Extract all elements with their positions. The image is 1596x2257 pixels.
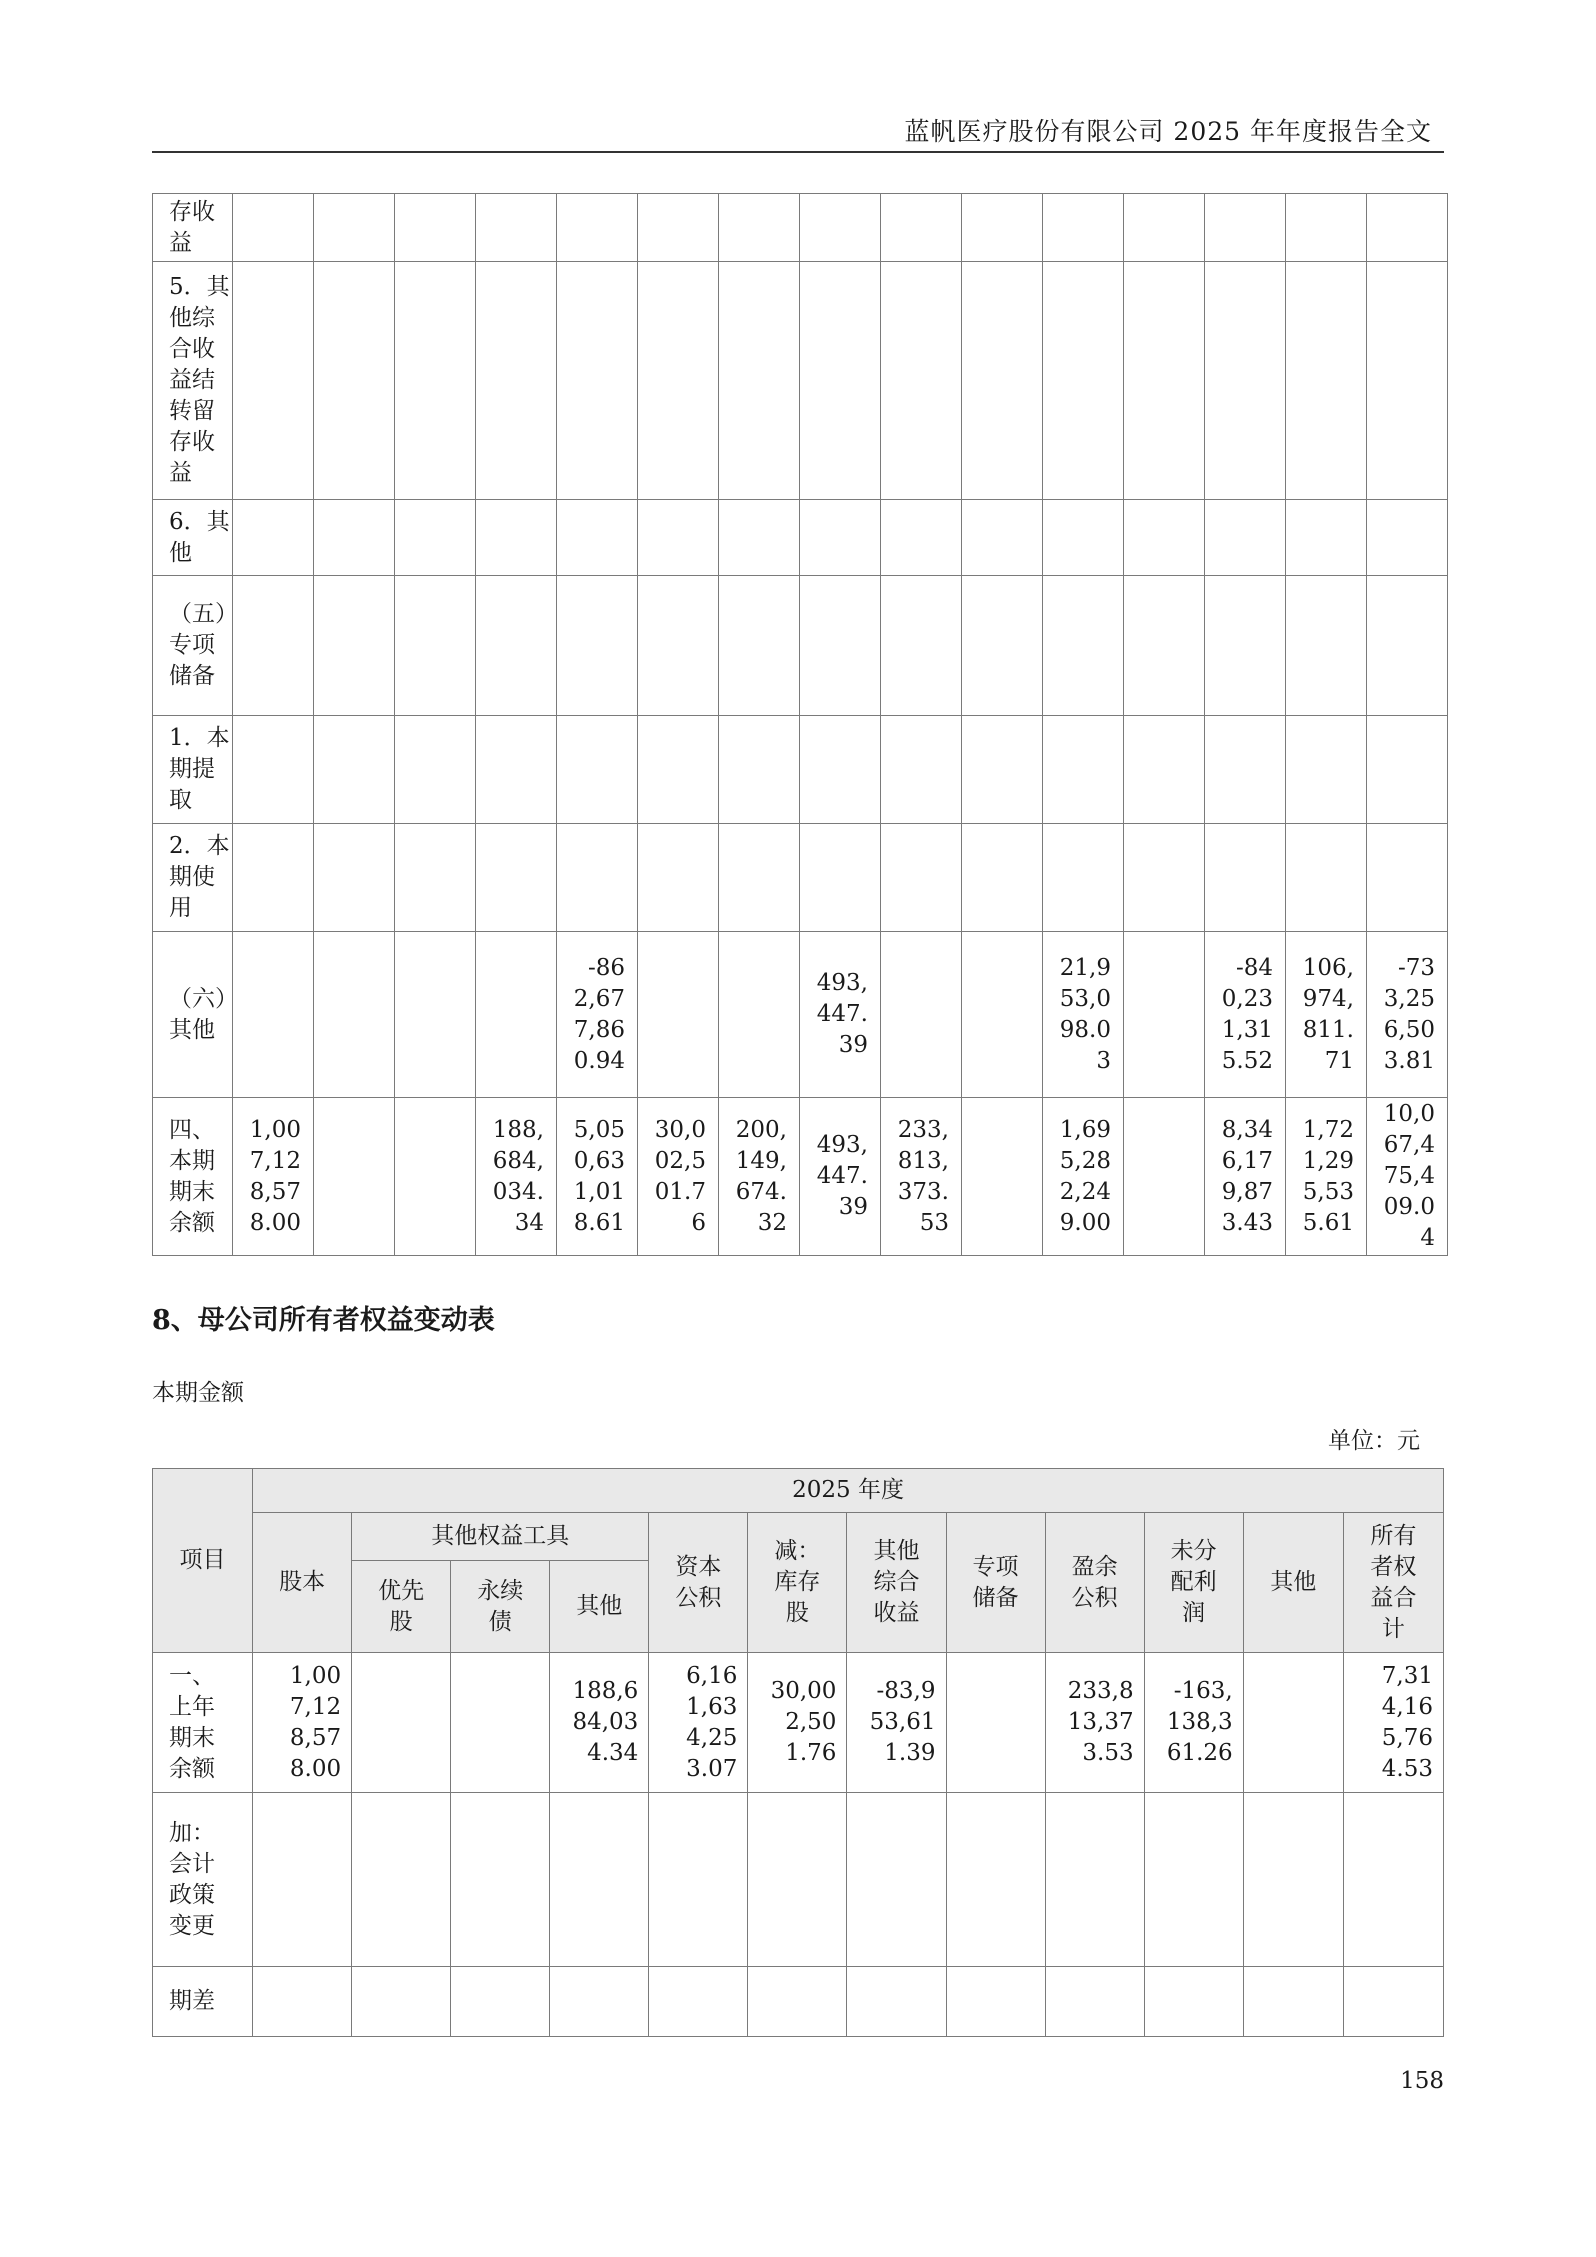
table-cell bbox=[638, 500, 719, 576]
table-cell bbox=[314, 824, 395, 932]
table-cell bbox=[847, 1967, 946, 2037]
table-cell bbox=[946, 1967, 1045, 2037]
table-row bbox=[153, 824, 1448, 932]
table-cell bbox=[638, 932, 719, 1098]
table-cell bbox=[352, 1793, 451, 1967]
header-other-tool: 其他 bbox=[550, 1561, 649, 1653]
header-item: 项目 bbox=[153, 1469, 253, 1653]
table-cell bbox=[962, 716, 1043, 824]
table-cell bbox=[962, 1098, 1043, 1256]
table-cell: 233,813,373.53 bbox=[1045, 1653, 1144, 1793]
header-share-capital: 股本 bbox=[253, 1513, 352, 1653]
table-cell bbox=[719, 576, 800, 716]
table-cell bbox=[1124, 932, 1205, 1098]
table-cell bbox=[1286, 500, 1367, 576]
header-treasury: 减：库存股 bbox=[748, 1513, 847, 1653]
table-cell: 5,050,631,018.61 bbox=[557, 1098, 638, 1256]
table-row bbox=[153, 716, 1448, 824]
table-cell bbox=[1243, 1653, 1343, 1793]
table-cell bbox=[638, 262, 719, 500]
table-cell bbox=[800, 500, 881, 576]
table-cell bbox=[1286, 262, 1367, 500]
page-number: 158 bbox=[1400, 2068, 1444, 2094]
table-cell bbox=[881, 932, 962, 1098]
table-cell bbox=[233, 576, 314, 716]
table-cell bbox=[1343, 1793, 1443, 1967]
table-cell: 30,002,501.76 bbox=[638, 1098, 719, 1256]
table-cell: 233,813,373.53 bbox=[881, 1098, 962, 1256]
report-header-title: 蓝帆医疗股份有限公司 2025 年年度报告全文 bbox=[904, 117, 1432, 146]
table-cell bbox=[395, 194, 476, 262]
table-row bbox=[153, 932, 1448, 1098]
table-cell bbox=[1043, 824, 1124, 932]
row-label: （五）专项储备 bbox=[153, 576, 233, 716]
table-cell: 188,684,034.34 bbox=[550, 1653, 649, 1793]
table-cell bbox=[1367, 500, 1448, 576]
table-cell bbox=[962, 576, 1043, 716]
header-other: 其他 bbox=[1243, 1513, 1343, 1653]
row-label: （六）其他 bbox=[153, 932, 233, 1098]
table-cell bbox=[881, 500, 962, 576]
table-cell bbox=[395, 824, 476, 932]
table-cell bbox=[1124, 716, 1205, 824]
table-cell bbox=[946, 1793, 1045, 1967]
table-cell: 493,447.39 bbox=[800, 932, 881, 1098]
table-cell bbox=[451, 1967, 550, 2037]
table-cell bbox=[1124, 500, 1205, 576]
table-cell bbox=[719, 932, 800, 1098]
table-cell: 7,314,165,764.53 bbox=[1343, 1653, 1443, 1793]
section-title: 8、母公司所有者权益变动表 bbox=[152, 1305, 495, 1336]
table-cell bbox=[476, 824, 557, 932]
table-cell bbox=[395, 932, 476, 1098]
table-cell bbox=[1144, 1793, 1243, 1967]
table-cell bbox=[557, 194, 638, 262]
table-cell bbox=[1124, 1098, 1205, 1256]
table-cell bbox=[451, 1793, 550, 1967]
table-cell bbox=[881, 576, 962, 716]
table-cell: 1,721,295,535.61 bbox=[1286, 1098, 1367, 1256]
table-cell bbox=[476, 262, 557, 500]
table-cell bbox=[719, 194, 800, 262]
table-cell bbox=[1205, 716, 1286, 824]
table-cell bbox=[314, 500, 395, 576]
table-cell bbox=[233, 932, 314, 1098]
table-cell bbox=[1144, 1967, 1243, 2037]
table-cell bbox=[476, 576, 557, 716]
table-cell: -163,138,361.26 bbox=[1144, 1653, 1243, 1793]
table-cell bbox=[881, 262, 962, 500]
table-cell bbox=[253, 1967, 352, 2037]
table-cell bbox=[1205, 262, 1286, 500]
table-cell bbox=[1243, 1793, 1343, 1967]
table-cell bbox=[1286, 716, 1367, 824]
table-cell bbox=[1205, 824, 1286, 932]
table-cell bbox=[314, 194, 395, 262]
table-cell bbox=[719, 716, 800, 824]
table-cell bbox=[962, 194, 1043, 262]
row-label: 加：会计政策变更 bbox=[153, 1793, 253, 1967]
table-cell bbox=[557, 716, 638, 824]
table-cell bbox=[451, 1653, 550, 1793]
table-cell bbox=[1043, 500, 1124, 576]
table-cell bbox=[1367, 576, 1448, 716]
table-cell bbox=[1343, 1967, 1443, 2037]
table-cell: 106,974,811.71 bbox=[1286, 932, 1367, 1098]
table-cell bbox=[557, 262, 638, 500]
table-row bbox=[153, 194, 1448, 262]
row-label: 一、上年期末余额 bbox=[153, 1653, 253, 1793]
header-capital-reserve: 资本公积 bbox=[649, 1513, 748, 1653]
header-preferred: 优先股 bbox=[352, 1561, 451, 1653]
table-cell bbox=[1367, 194, 1448, 262]
table-cell: 493,447.39 bbox=[800, 1098, 881, 1256]
table-cell bbox=[1367, 716, 1448, 824]
table-cell bbox=[1205, 194, 1286, 262]
table-cell bbox=[233, 194, 314, 262]
table-cell: 188,684,034.34 bbox=[476, 1098, 557, 1256]
table-cell bbox=[395, 1098, 476, 1256]
table-cell: 10,067,475,409.04 bbox=[1367, 1098, 1448, 1256]
header-surplus-reserve: 盈余公积 bbox=[1045, 1513, 1144, 1653]
table-cell bbox=[881, 824, 962, 932]
equity-change-table-continued bbox=[152, 193, 1448, 1256]
table-cell bbox=[800, 576, 881, 716]
table-cell bbox=[233, 500, 314, 576]
table-cell bbox=[233, 824, 314, 932]
table-cell bbox=[719, 500, 800, 576]
table-cell bbox=[1124, 824, 1205, 932]
header-perpetual: 永续债 bbox=[451, 1561, 550, 1653]
table-cell bbox=[962, 824, 1043, 932]
row-label: 2．本期使用 bbox=[153, 824, 233, 932]
table-cell bbox=[1045, 1793, 1144, 1967]
table-cell bbox=[881, 716, 962, 824]
row-label: 四、本期期末余额 bbox=[153, 1098, 233, 1256]
table-cell: 6,161,634,253.07 bbox=[649, 1653, 748, 1793]
table-cell bbox=[649, 1793, 748, 1967]
table-row bbox=[153, 1653, 1444, 1793]
table-cell bbox=[638, 576, 719, 716]
table-cell bbox=[557, 824, 638, 932]
header-year: 2025 年度 bbox=[253, 1469, 1444, 1513]
table-cell bbox=[800, 262, 881, 500]
table-cell: 21,953,098.03 bbox=[1043, 932, 1124, 1098]
table-cell bbox=[233, 716, 314, 824]
row-label: 5．其他综合收益结转留存收益 bbox=[153, 262, 233, 500]
header-oci: 其他综合收益 bbox=[847, 1513, 946, 1653]
table-cell bbox=[881, 194, 962, 262]
table-cell bbox=[476, 932, 557, 1098]
table-cell bbox=[962, 932, 1043, 1098]
table-cell bbox=[1367, 824, 1448, 932]
table-cell bbox=[1124, 194, 1205, 262]
unit-label: 单位：元 bbox=[1328, 1428, 1420, 1454]
table-cell bbox=[1043, 716, 1124, 824]
header-special-reserve: 专项储备 bbox=[946, 1513, 1045, 1653]
table-cell bbox=[314, 262, 395, 500]
table-cell bbox=[352, 1967, 451, 2037]
table-cell bbox=[395, 500, 476, 576]
table-cell bbox=[1286, 194, 1367, 262]
table-cell bbox=[800, 716, 881, 824]
row-label: 6．其他 bbox=[153, 500, 233, 576]
table-cell bbox=[557, 576, 638, 716]
table-cell bbox=[748, 1967, 847, 2037]
table-row bbox=[153, 500, 1448, 576]
table-row bbox=[153, 576, 1448, 716]
table-cell bbox=[314, 932, 395, 1098]
table-cell bbox=[1043, 576, 1124, 716]
table-cell bbox=[314, 1098, 395, 1256]
table-cell bbox=[253, 1793, 352, 1967]
table-cell bbox=[550, 1793, 649, 1967]
header-undistributed: 未分配利润 bbox=[1144, 1513, 1243, 1653]
table-cell bbox=[962, 262, 1043, 500]
table-cell bbox=[638, 824, 719, 932]
table-cell bbox=[962, 500, 1043, 576]
row-label: 期差 bbox=[153, 1967, 253, 2037]
table-cell bbox=[800, 194, 881, 262]
table-row bbox=[153, 1967, 1444, 2037]
table-cell bbox=[395, 716, 476, 824]
row-label: 1．本期提取 bbox=[153, 716, 233, 824]
header-divider bbox=[152, 151, 1444, 153]
table-cell bbox=[1205, 500, 1286, 576]
table-cell bbox=[233, 262, 314, 500]
table-cell bbox=[1367, 262, 1448, 500]
table-cell bbox=[1286, 576, 1367, 716]
table-cell bbox=[314, 576, 395, 716]
table-cell bbox=[1286, 824, 1367, 932]
table-cell: -862,677,860.94 bbox=[557, 932, 638, 1098]
table-cell bbox=[314, 716, 395, 824]
table-cell: 200,149,674.32 bbox=[719, 1098, 800, 1256]
parent-equity-change-table bbox=[152, 1468, 1444, 2037]
header-other-equity-tools: 其他权益工具 bbox=[352, 1513, 649, 1561]
table-cell bbox=[1124, 262, 1205, 500]
table-cell bbox=[946, 1653, 1045, 1793]
table-cell: -733,256,503.81 bbox=[1367, 932, 1448, 1098]
table-cell: 1,007,128,578.00 bbox=[253, 1653, 352, 1793]
table-cell bbox=[550, 1967, 649, 2037]
table-cell bbox=[800, 824, 881, 932]
table-cell: -83,953,611.39 bbox=[847, 1653, 946, 1793]
table-cell bbox=[1043, 194, 1124, 262]
table-cell bbox=[395, 576, 476, 716]
table-cell bbox=[638, 194, 719, 262]
table-cell bbox=[1205, 576, 1286, 716]
table-cell bbox=[395, 262, 476, 500]
table-cell bbox=[352, 1653, 451, 1793]
table-cell bbox=[476, 716, 557, 824]
table-cell bbox=[847, 1793, 946, 1967]
table-cell: 1,695,282,249.00 bbox=[1043, 1098, 1124, 1256]
table-cell bbox=[1124, 576, 1205, 716]
table-cell bbox=[476, 500, 557, 576]
table-cell: -840,231,315.52 bbox=[1205, 932, 1286, 1098]
table-cell bbox=[748, 1793, 847, 1967]
table-row bbox=[153, 1793, 1444, 1967]
table-cell bbox=[1045, 1967, 1144, 2037]
table-cell: 30,002,501.76 bbox=[748, 1653, 847, 1793]
section-subtitle: 本期金额 bbox=[152, 1380, 244, 1406]
table-cell bbox=[649, 1967, 748, 2037]
table-cell: 1,007,128,578.00 bbox=[233, 1098, 314, 1256]
table-cell bbox=[557, 500, 638, 576]
table-cell bbox=[476, 194, 557, 262]
table-row bbox=[153, 1098, 1448, 1256]
table-cell bbox=[719, 824, 800, 932]
table-cell bbox=[1043, 262, 1124, 500]
table-cell bbox=[719, 262, 800, 500]
table-cell: 8,346,179,873.43 bbox=[1205, 1098, 1286, 1256]
table-row bbox=[153, 262, 1448, 500]
header-total: 所有者权益合计 bbox=[1343, 1513, 1443, 1653]
table-cell bbox=[638, 716, 719, 824]
row-label: 存收益 bbox=[153, 194, 233, 262]
table-cell bbox=[1243, 1967, 1343, 2037]
